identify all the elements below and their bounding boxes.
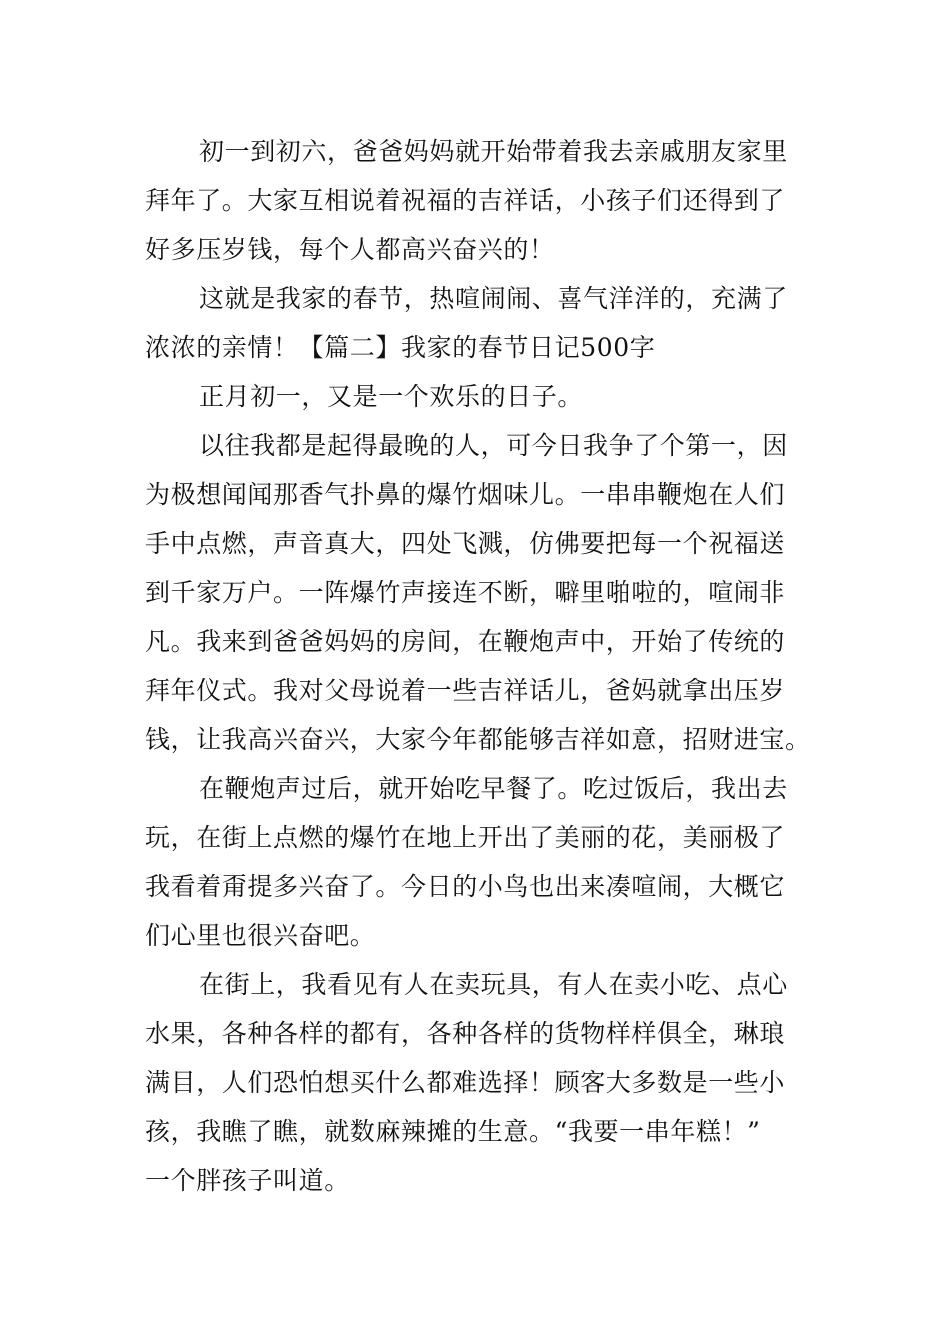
text-line: 拜年仪式。我对父母说着一些吉祥话儿，爸妈就拿出压岁 — [145, 676, 786, 705]
text-line: 水果，各种各样的都有，各种各样的货物样样俱全，琳琅 — [145, 1019, 786, 1048]
text-line: 一个胖孩子叫道。 — [145, 1166, 350, 1195]
text-line: 拜年了。大家互相说着祝福的吉祥话，小孩子们还得到了 — [145, 186, 786, 215]
text-line: 满目，人们恐怕想买什么都难选择！顾客大多数是一些小 — [145, 1068, 786, 1097]
text-line: 初一到初六，爸爸妈妈就开始带着我去亲戚朋友家里 — [199, 137, 788, 166]
text-line: 到千家万户。一阵爆竹声接连不断，噼里啪啦的，喧闹非 — [145, 578, 786, 607]
text-line: 为极想闻闻那香气扑鼻的爆竹烟味儿。一串串鞭炮在人们 — [145, 480, 786, 509]
text-line: 正月初一，又是一个欢乐的日子。 — [199, 382, 584, 411]
text-line: 玩，在街上点燃的爆竹在地上开出了美丽的花，美丽极了 — [145, 823, 786, 852]
text-line: 好多压岁钱，每个人都高兴奋兴的！ — [145, 235, 555, 264]
text-line: 手中点燃，声音真大，四处飞溅，仿佛要把每一个祝福送 — [145, 529, 786, 558]
text-line: 以往我都是起得最晚的人，可今日我争了个第一，因 — [199, 431, 788, 460]
text-line: 孩，我瞧了瞧，就数麻辣摊的生意。“我要一串年糕！” — [145, 1117, 761, 1146]
text-line: 钱，让我高兴奋兴，大家今年都能够吉祥如意，招财进宝。 — [145, 725, 811, 754]
text-line: 在鞭炮声过后，就开始吃早餐了。吃过饭后，我出去 — [199, 774, 788, 803]
text-line: 们心里也很兴奋吧。 — [145, 921, 376, 950]
text-line: 凡。我来到爸爸妈妈的房间，在鞭炮声中，开始了传统的 — [145, 627, 786, 656]
text-line: 在街上，我看见有人在卖玩具，有人在卖小吃、点心 — [199, 970, 788, 999]
document-body — [145, 127, 809, 1205]
text-line: 这就是我家的春节，热喧闹闹、喜气洋洋的，充满了 — [199, 284, 788, 313]
text-line: 浓浓的亲情！【篇二】我家的春节日记500字 — [145, 333, 656, 362]
text-line: 我看着甭提多兴奋了。今日的小鸟也出来凑喧闹，大概它 — [145, 872, 786, 901]
